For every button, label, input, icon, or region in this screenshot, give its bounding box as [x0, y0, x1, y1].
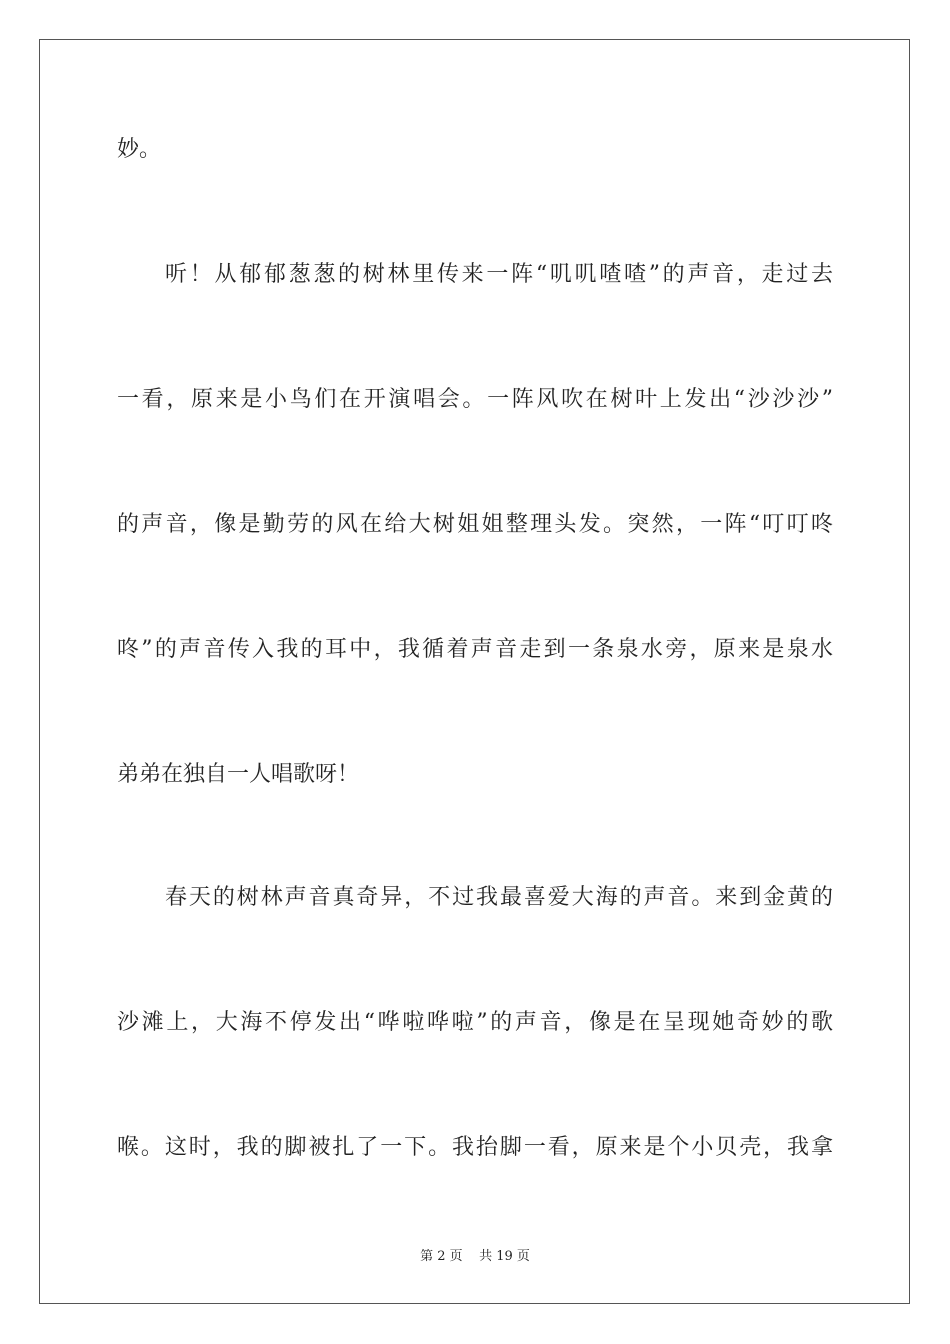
body-line-6: 弟弟在独自一人唱歌呀！	[117, 762, 360, 787]
body-line-2: 听！从郁郁葱葱的树林里传来一阵“叽叽喳喳”的声音，走过去	[165, 262, 833, 287]
page-number-footer: 第 2 页 共 19 页	[420, 1249, 530, 1264]
body-line-5: 咚”的声音传入我的耳中，我循着声音走到一条泉水旁，原来是泉水	[117, 637, 833, 662]
page-border	[39, 39, 910, 1304]
body-line-8: 沙滩上，大海不停发出“哗啦哗啦”的声音，像是在呈现她奇妙的歌	[117, 1010, 833, 1035]
body-line-9: 喉。这时，我的脚被扎了一下。我抬脚一看，原来是个小贝壳，我拿	[117, 1135, 833, 1160]
body-line-4: 的声音，像是勤劳的风在给大树姐姐整理头发。突然，一阵“叮叮咚	[117, 512, 833, 537]
body-line-1: 妙。	[117, 137, 162, 162]
body-line-3: 一看，原来是小鸟们在开演唱会。一阵风吹在树叶上发出“沙沙沙”	[117, 387, 833, 412]
body-line-7: 春天的树林声音真奇异，不过我最喜爱大海的声音。来到金黄的	[165, 885, 833, 910]
